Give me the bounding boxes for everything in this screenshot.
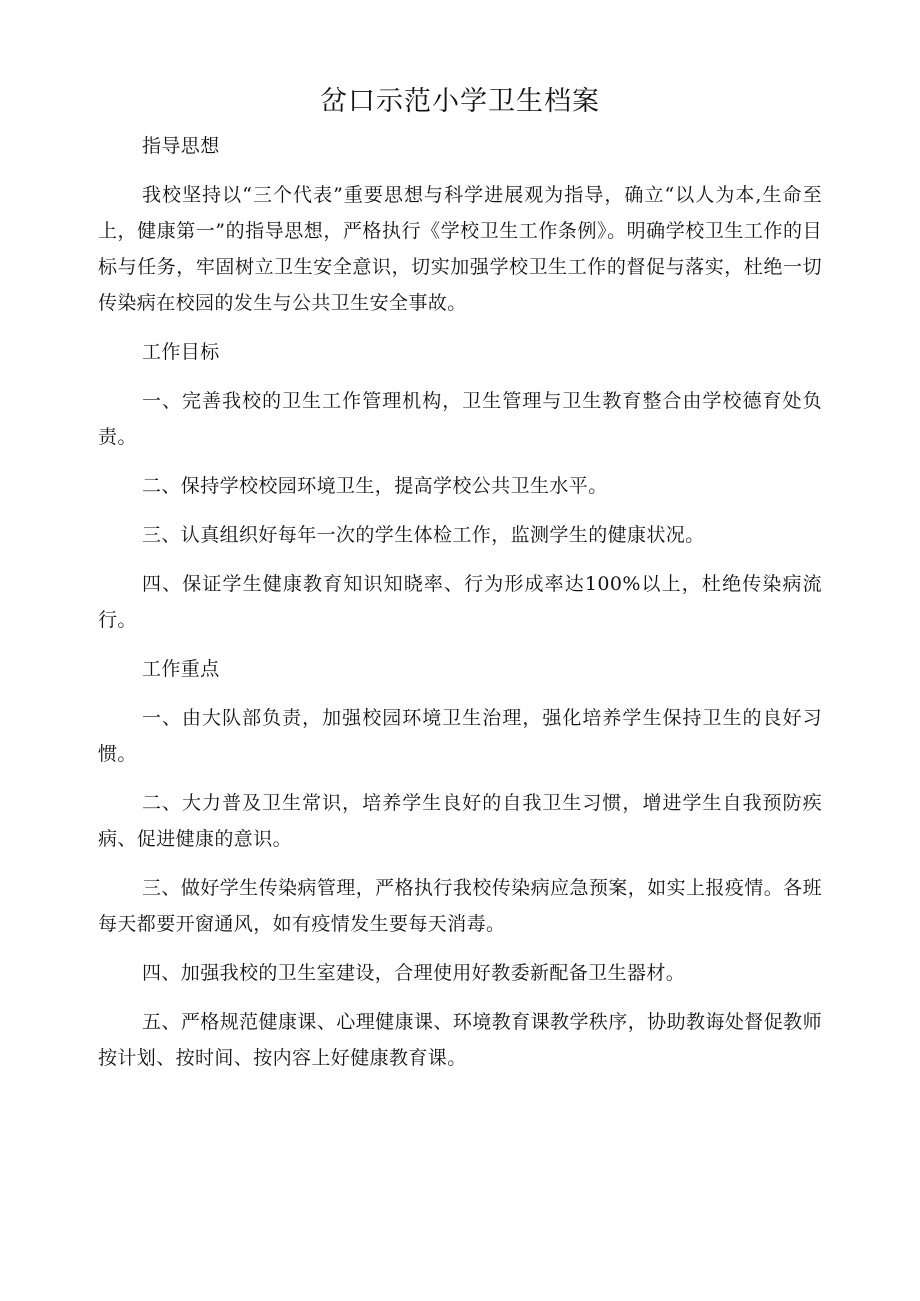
paragraph-goal-4: 四、保证学生健康教育知识知晓率、行为形成率达100%以上，杜绝传染病流行。 bbox=[98, 573, 822, 631]
paragraph-guiding-ideology: 我校坚持以“三个代表”重要思想与科学进展观为指导，确立“以人为本,生命至上，健康第一”的指导思想，严格执行《学校卫生工作条例》。明确学校卫生工作的目标与任务，牢固树立卫生安全意识，切实加强学校卫生工作的督促与落实，杜绝一切传染病在校园的发生与公共卫生安全事故。 bbox=[98, 184, 822, 314]
paragraph-focus-4: 四、加强我校的卫生室建设，合理使用好教委新配备卫生器材。 bbox=[142, 962, 686, 984]
section-heading-guiding-ideology: 指导思想 bbox=[142, 135, 220, 157]
paragraph-focus-1: 一、由大队部负责，加强校园环境卫生治理，强化培养学生保持卫生的良好习惯。 bbox=[98, 707, 822, 765]
section-heading-work-goals: 工作目标 bbox=[142, 341, 220, 363]
paragraph-goal-1: 一、完善我校的卫生工作管理机构，卫生管理与卫生教育整合由学校德育处负责。 bbox=[98, 390, 822, 448]
paragraph-focus-2: 二、大力普及卫生常识，培养学生良好的自我卫生习惯，增进学生自我预防疾病、促进健康的意识。 bbox=[98, 792, 822, 850]
document-title: 岔口示范小学卫生档案 bbox=[320, 86, 600, 117]
paragraph-goal-3: 三、认真组织好每年一次的学生体检工作，监测学生的健康状况。 bbox=[142, 524, 705, 546]
section-heading-work-focus: 工作重点 bbox=[142, 658, 220, 680]
paragraph-goal-2: 二、保持学校校园环境卫生，提高学校公共卫生水平。 bbox=[142, 475, 608, 497]
paragraph-focus-3: 三、做好学生传染病管理，严格执行我校传染病应急预案，如实上报疫情。各班每天都要开窗通风，如有疫情发生要每天消毒。 bbox=[98, 877, 822, 935]
document-body bbox=[98, 128, 822, 1089]
paragraph-focus-5: 五、严格规范健康课、心理健康课、环境教育课教学秩序，协助教诲处督促教师按计划、按时间、按内容上好健康教育课。 bbox=[98, 1011, 822, 1069]
